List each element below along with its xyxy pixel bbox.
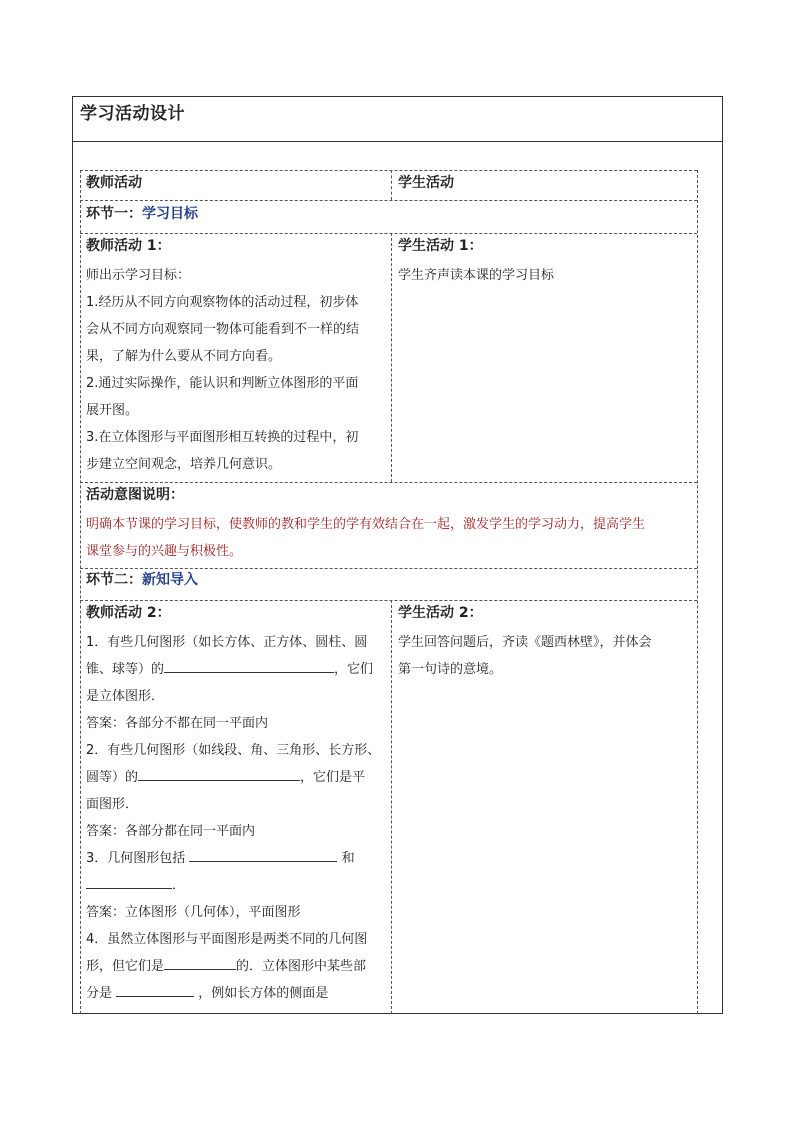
student-activity-2-title: 学生活动 2： <box>398 605 483 621</box>
section1-heading <box>86 201 198 228</box>
text-line: 形，但它们是 的．立体图形中某些部 <box>86 953 384 980</box>
text-line: 是立体图形． <box>86 689 165 704</box>
answer-blank <box>164 956 236 970</box>
section1-label: 环节一： <box>86 206 142 222</box>
grid-line <box>80 600 697 601</box>
answer-blank <box>86 875 172 889</box>
grid-line <box>391 600 392 1014</box>
intent-body <box>86 511 690 565</box>
grid-line <box>80 170 81 1014</box>
text-line: 明确本节课的学习目标，使教师的教和学生的学有效结合在一起，激发学生的学习动力，提高学生 <box>86 517 646 532</box>
text-line: 锥、球等）的 ，它们 <box>86 656 384 683</box>
section2-heading <box>86 567 198 594</box>
text-line: 1.经历从不同方向观察物体的活动过程，初步体 <box>86 295 359 310</box>
text-line: 分是 ，例如长方体的侧面是 <box>86 980 384 1007</box>
text-line: 面图形． <box>86 797 139 812</box>
page-title: 学习活动设计 <box>80 104 185 124</box>
intent-title: 活动意图说明： <box>86 487 184 503</box>
text-line: 果，了解为什么要从不同方向看。 <box>86 349 282 364</box>
answer-blank <box>116 983 194 997</box>
answer-line: 答案：各部分不都在同一平面内 <box>86 716 269 731</box>
header-rule <box>72 141 723 142</box>
text-line: 步建立空间观念，培养几何意识。 <box>86 457 282 472</box>
text-line: 课堂参与的兴趣与积极性。 <box>86 544 243 559</box>
text-line: 4．虽然立体图形与平面图形是两类不同的几何图 <box>86 932 368 947</box>
text-line: 1．有些几何图形（如长方体、正方体、圆柱、圆 <box>86 635 368 650</box>
teacher-activity-1-body <box>86 262 384 478</box>
student-activity-2-body <box>398 629 690 683</box>
text-line: ． <box>86 872 384 899</box>
grid-line <box>80 233 697 234</box>
text-line: 会从不同方向观察同一物体可能看到不一样的结 <box>86 322 360 337</box>
section1-title: 学习目标 <box>142 206 198 222</box>
text-line: 学生回答问题后，齐读《题西林壁》，并体会 <box>398 635 652 650</box>
answer-blank <box>138 767 300 781</box>
teacher-column-header: 教师活动 <box>86 175 142 191</box>
text-line: 2．有些几何图形（如线段、角、三角形、长方形、 <box>86 743 381 758</box>
text-line: 展开图。 <box>86 403 139 418</box>
answer-line: 答案：立体图形（几何体），平面图形 <box>86 905 301 920</box>
teacher-activity-2-body <box>86 629 384 1007</box>
grid-line <box>391 233 392 482</box>
student-activity-1-body: 学生齐声读本课的学习目标 <box>398 268 555 283</box>
text-line: 3．几何图形包括 和 <box>86 845 384 872</box>
teacher-activity-2-title: 教师活动 2： <box>86 605 171 621</box>
answer-line: 答案：各部分都在同一平面内 <box>86 824 256 839</box>
student-column-header: 学生活动 <box>398 175 454 191</box>
text-line: 3.在立体图形与平面图形相互转换的过程中，初 <box>86 430 359 445</box>
grid-line <box>697 170 698 1014</box>
answer-blank <box>164 659 334 673</box>
text-line: 圆等）的 ，它们是平 <box>86 764 384 791</box>
text-line: 2.通过实际操作，能认识和判断立体图形的平面 <box>86 376 359 391</box>
section2-title: 新知导入 <box>142 572 198 588</box>
text-line: 第一句诗的意境。 <box>398 662 503 677</box>
answer-blank <box>189 848 337 862</box>
section2-label: 环节二： <box>86 572 142 588</box>
teacher-activity-1-title: 教师活动 1： <box>86 238 171 254</box>
grid-line <box>80 170 697 171</box>
grid-line <box>391 170 392 200</box>
student-activity-1-title: 学生活动 1： <box>398 238 483 254</box>
text-line: 师出示学习目标： <box>86 268 191 283</box>
